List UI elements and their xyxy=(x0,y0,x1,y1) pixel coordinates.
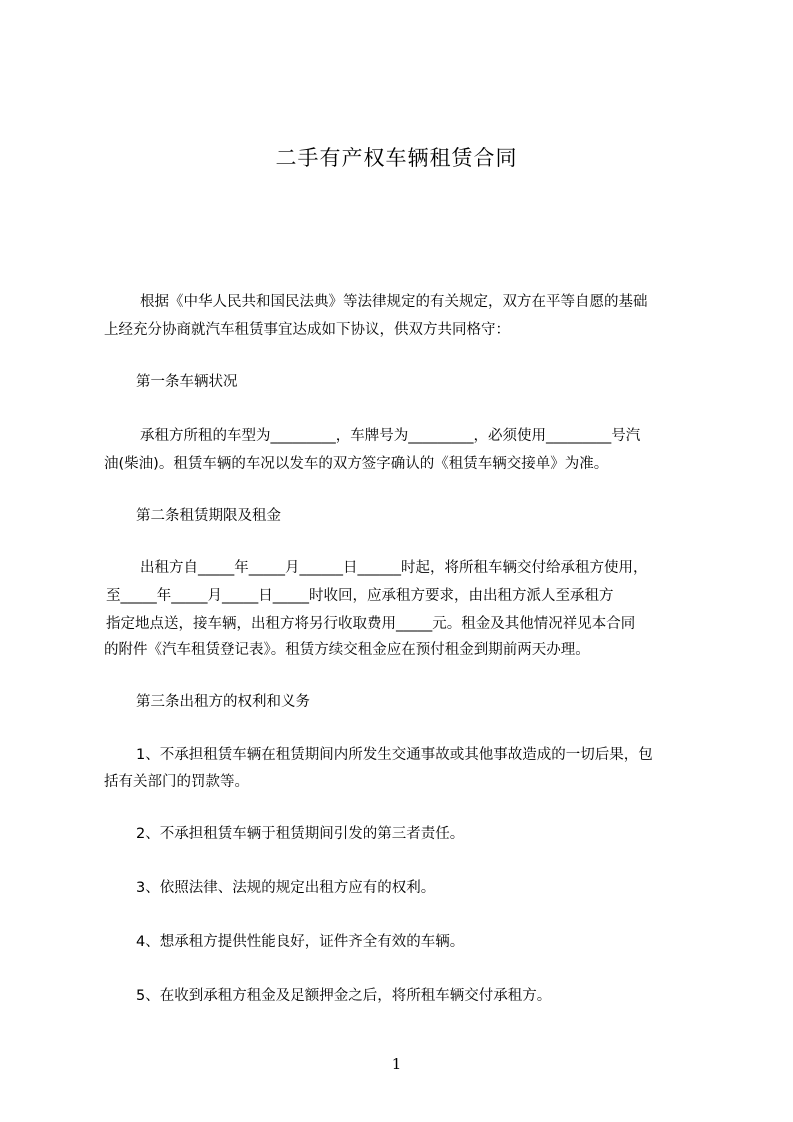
article-2-line-1: 出租方自_____年_____月______日______时起，将所租车辆交付给承租方使用， xyxy=(140,560,648,576)
article-2-heading: 第二条租赁期限及租金 xyxy=(136,508,281,524)
article-1-line-2: 油(柴油)。租赁车辆的车况以发车的双方签字确认的《租赁车辆交接单》为准。 xyxy=(104,456,609,472)
article-3-item-1-line-1: 1、不承担租赁车辆在租赁期间内所发生交通事故或其他事故造成的一切后果，包 xyxy=(136,747,653,763)
article-1-line-1: 承租方所租的车型为_________，车牌号为_________，必须使用_________号汽 xyxy=(140,428,641,444)
article-3-item-2: 2、不承担租赁车辆于租赁期间引发的第三者责任。 xyxy=(136,826,465,842)
article-2-line-2: 至_____年_____月_____日_____时收回，应承租方要求，由出租方派人至承租方 xyxy=(106,588,614,604)
intro-line-2: 上经充分协商就汽车租赁事宜达成如下协议，供双方共同格守： xyxy=(104,322,510,338)
article-3-item-1-line-2: 括有关部门的罚款等。 xyxy=(104,774,249,790)
article-3-item-4: 4、想承租方提供性能良好，证件齐全有效的车辆。 xyxy=(136,934,465,950)
article-3-item-3: 3、依照法律、法规的规定出租方应有的权利。 xyxy=(136,880,436,896)
article-2-line-3: 指定地点送，接车辆，出租方将另行收取费用_____元。租金及其他情况祥见本合同 xyxy=(106,616,636,632)
article-2-line-4: 的附件《汽车租赁登记表》。租赁方续交租金应在预付租金到期前两天办理。 xyxy=(104,642,590,658)
document-title: 二手有产权车辆租赁合同 xyxy=(275,146,518,170)
page-number: 1 xyxy=(391,1055,402,1073)
article-1-heading: 第一条车辆状况 xyxy=(136,374,238,390)
intro-line-1: 根据《中华人民共和国民法典》等法律规定的有关规定，双方在平等自愿的基础 xyxy=(140,294,648,310)
article-3-item-5: 5、在收到承租方租金及足额押金之后，将所租车辆交付承租方。 xyxy=(136,988,552,1004)
article-3-heading: 第三条出租方的权利和义务 xyxy=(136,694,310,710)
